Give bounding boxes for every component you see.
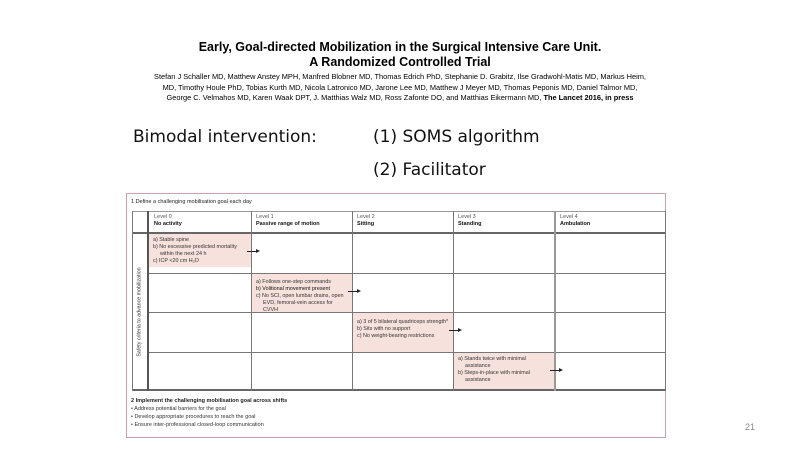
criterion: b) Sits with no support (357, 326, 411, 332)
level-name: Sitting (357, 221, 375, 227)
arrow-right-icon (550, 370, 560, 371)
criterion: assistance (465, 363, 491, 369)
criteria-level-1 (252, 274, 352, 312)
level-number: Level 0 (154, 214, 172, 220)
level-name: Ambulation (560, 221, 591, 227)
criteria-level-3 (454, 353, 554, 389)
authors (150, 72, 650, 104)
intervention-label: Bimodal intervention: (133, 127, 317, 147)
arrow-right-icon (449, 330, 459, 331)
criterion: within the next 24 h (160, 251, 207, 257)
criterion: a) Follows one-step commands (256, 279, 331, 285)
header-level-0 (154, 214, 182, 228)
criterion: c) No SCI, open lumbar drains, open (256, 293, 344, 299)
header-level-1 (256, 214, 320, 228)
citation: The Lancet 2016, in press (543, 93, 634, 102)
grid-line (147, 273, 666, 274)
criteria-level-2 (353, 313, 453, 352)
safety-criteria-label (133, 233, 147, 390)
criterion: c) ICP <20 cm H₂O (153, 258, 199, 264)
criterion: b) Volitional movement present (256, 286, 331, 292)
intervention-item-1: (1) SOMS algorithm (373, 127, 540, 147)
soms-algorithm-figure (126, 193, 666, 438)
arrow-right-icon (348, 291, 358, 292)
grid-line (132, 389, 666, 391)
level-number: Level 3 (458, 214, 476, 220)
criterion: b) No excessive predicted mortality (153, 244, 237, 250)
grid-line (352, 211, 353, 391)
header-level-2 (357, 214, 375, 228)
criterion: a) Stable spine (153, 237, 189, 243)
level-number: Level 1 (256, 214, 274, 220)
grid-line (665, 211, 666, 391)
figure-heading: 1 Define a challenging mobilisation goal each day (131, 199, 252, 205)
grid-line (132, 211, 666, 212)
paper-title-line1: Early, Goal-directed Mobilization in the Surgical Intensive Care Unit. (198, 40, 602, 54)
criterion: c) No weight-bearing restrictions (357, 333, 435, 339)
header-level-3 (458, 214, 482, 228)
author-list: Stefan J Schaller MD, Matthew Anstey MPH, Manfred Blobner MD, Thomas Edrich PhD, Stephanie D. Grabitz, Ilse Gradwohl-Matis MD, Markus Heim, MD, Timothy Houle PhD, Tobias Kurth MD, Nicola Latronico MD, Jarone Lee MD, Matthew J Meyer MD, Thomas Peponis MD, Daniel Talmor MD, George C. Velmahos MD, Karen Waak DPT, J. Matthias Walz MD, Ross Zafonte DO, and Matthias Eikermann MD, (154, 72, 646, 102)
soms-table (132, 211, 666, 390)
level-number: Level 4 (560, 214, 578, 220)
criteria-level-0 (149, 234, 251, 267)
side-label-text: Safety criteria to advance mobilization (137, 266, 143, 357)
level-name: No activity (154, 221, 182, 227)
footer-item: • Ensure inter-professional closed-loop communication (131, 422, 264, 428)
footer-item: • Address potential barriers for the goal (131, 406, 226, 412)
header-level-4 (560, 214, 590, 228)
criterion: a) 3 of 5 bilateral quadriceps strength* (357, 319, 449, 325)
figure-footer (131, 397, 287, 429)
level-name: Passive range of motion (256, 221, 320, 227)
footer-item: • Develop appropriate procedures to reach the goal (131, 414, 256, 420)
slide-title-block (150, 40, 650, 104)
criterion: assistance (465, 377, 491, 383)
level-number: Level 2 (357, 214, 375, 220)
level-name: Standing (458, 221, 482, 227)
page-number: 21 (745, 422, 756, 432)
grid-line (147, 352, 666, 353)
intervention-item-2: (2) Facilitator (373, 160, 486, 180)
paper-title-line2: A Randomized Controlled Trial (309, 55, 491, 69)
criterion: b) Steps-in-place with minimal (458, 370, 530, 376)
arrow-right-icon (247, 251, 257, 252)
grid-line (554, 211, 556, 391)
criterion: EVD, femoral-vein access for CVVH (263, 300, 333, 313)
footer-title: 2 Implement the challenging mobilisation goal across shifts (131, 398, 288, 404)
criterion: a) Stands twice with minimal (458, 356, 527, 362)
